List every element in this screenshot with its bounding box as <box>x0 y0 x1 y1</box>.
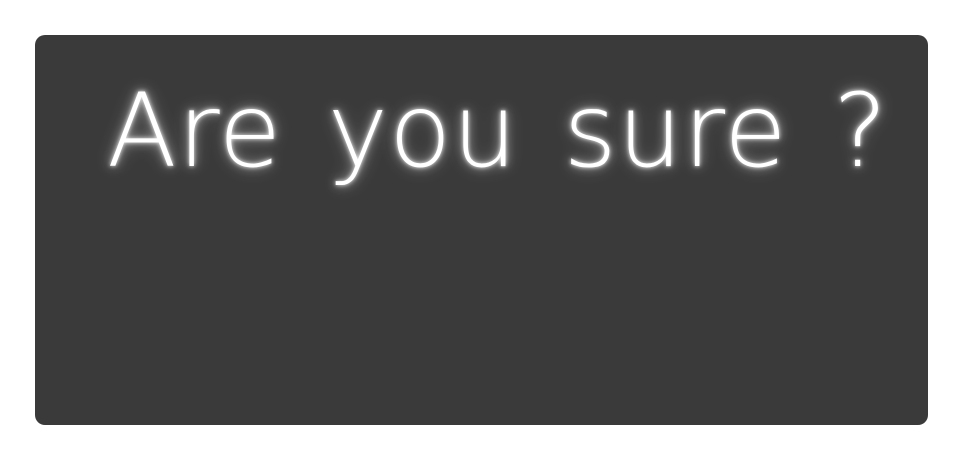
dialog-title: Are you sure ? <box>107 72 889 191</box>
confirmation-dialog <box>35 35 928 425</box>
